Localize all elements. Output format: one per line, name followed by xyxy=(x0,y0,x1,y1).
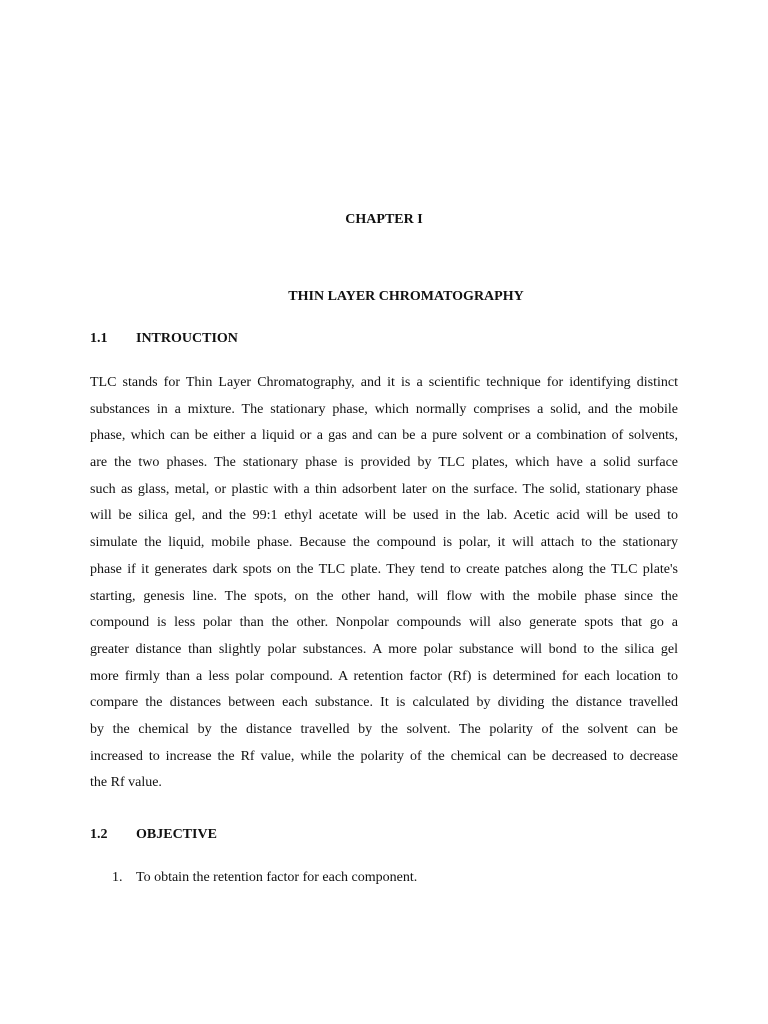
paragraph-line: the Rf value. xyxy=(90,775,162,791)
paragraph-line: such as glass, metal, or plastic with a thin adsorbent later on the surface. The solid, stationary phase xyxy=(90,481,678,497)
list-item xyxy=(90,869,678,887)
section-title: INTROUCTION xyxy=(136,331,238,346)
paragraph-line: substances in a mixture. The stationary phase, which normally comprises a solid, and the mobile xyxy=(90,401,678,417)
paragraph-line: more firmly than a less polar compound. A retention factor (Rf) is determined for each location to xyxy=(90,668,678,684)
paragraph-line: starting, genesis line. The spots, on the other hand, will flow with the mobile phase since the xyxy=(90,588,678,604)
paragraph-line: compound is less polar than the other. Nonpolar compounds will also generate spots that go a xyxy=(90,615,678,631)
chapter-label: CHAPTER I xyxy=(345,212,423,227)
paragraph-line: increased to increase the Rf value, while the polarity of the chemical can be decreased to decrease xyxy=(90,748,678,764)
section-number: 1.2 xyxy=(90,827,108,842)
paragraph-line: phase if it generates dark spots on the TLC plate. They tend to create patches along the TLC plate's xyxy=(90,561,678,577)
paragraph-line: will be silica gel, and the 99:1 ethyl acetate will be used in the lab. Acetic acid will be used to xyxy=(90,508,678,524)
paragraph-line: are the two phases. The stationary phase is provided by TLC plates, which have a solid surface xyxy=(90,455,678,471)
paragraph-line: by the chemical by the distance travelled by the solvent. The polarity of the solvent can be xyxy=(90,721,678,737)
section-number: 1.1 xyxy=(90,331,108,346)
list-item-text: To obtain the retention factor for each component. xyxy=(136,870,418,885)
paragraph-line: TLC stands for Thin Layer Chromatography, and it is a scientific technique for identifying distinct xyxy=(90,375,678,390)
chapter-title: THIN LAYER CHROMATOGRAPHY xyxy=(288,289,524,304)
section-heading-introduction xyxy=(90,330,238,348)
paragraph-line: phase, which can be either a liquid or a gas and can be a pure solvent or a combination of solvents, xyxy=(90,428,678,444)
list-marker: 1. xyxy=(112,870,123,885)
section-title: OBJECTIVE xyxy=(136,827,217,842)
paragraph-line: simulate the liquid, mobile phase. Because the compound is polar, it will attach to the stationary xyxy=(90,535,678,551)
paragraph-line: greater distance than slightly polar substances. A more polar substance will bond to the silica gel xyxy=(90,641,678,657)
objective-list xyxy=(90,869,678,897)
paragraph-line: compare the distances between each substance. It is calculated by dividing the distance travelled xyxy=(90,695,678,711)
section-heading-objective xyxy=(90,826,217,844)
introduction-paragraph xyxy=(90,374,678,801)
